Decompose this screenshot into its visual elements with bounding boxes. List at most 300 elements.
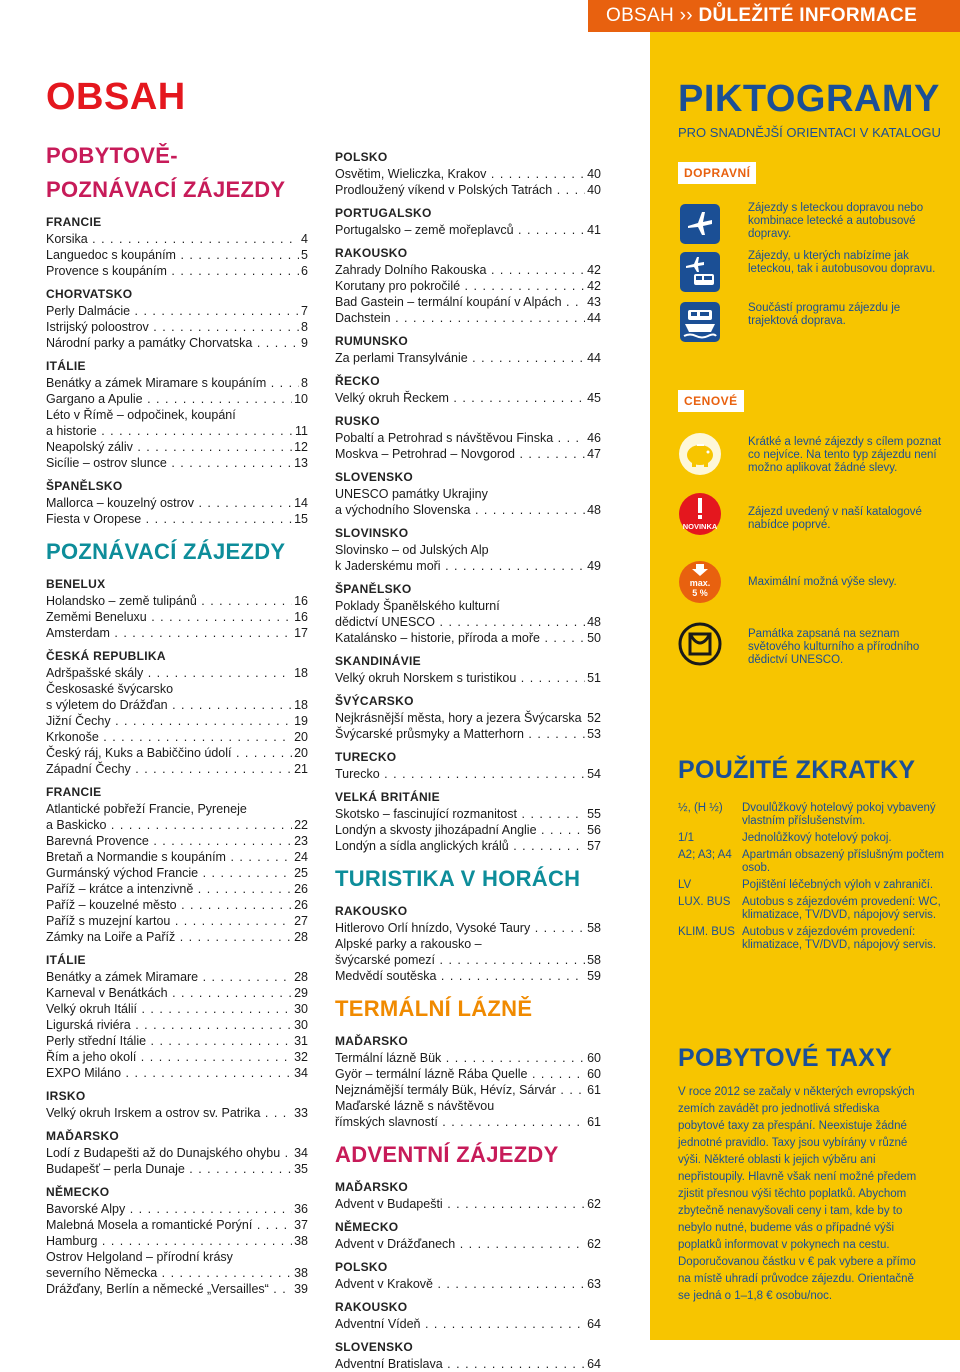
section-heading: TERMÁLNÍ LÁZNĚ [335,996,533,1021]
item-page: 14 [294,496,308,510]
picto-row-novinka [678,492,948,536]
list-item[interactable] [46,391,308,407]
list-item[interactable] [46,439,308,455]
abbr-row [678,926,948,952]
list-item[interactable] [335,446,601,462]
item-page: 46 [587,431,601,445]
picto-row-max [678,560,948,604]
item-page: 8 [301,320,308,334]
list-item[interactable] [335,920,601,936]
list-item[interactable] [335,350,601,366]
label-dopravni [678,162,756,184]
item-page: 53 [587,727,601,741]
list-item[interactable] [335,614,601,630]
item-title: Karneval v Benátkách . . . [46,985,292,1001]
heading-pobytove: POBYTOVĚ-POZNÁVACÍ ZÁJEZDY [46,143,286,202]
item-title: Katalánsko – historie, příroda a moře . . . [335,630,585,646]
picto-row-plane [678,202,948,246]
item-page: 52 [587,711,601,725]
label-cenove [678,390,744,412]
item-title: Bretaň a Normandie s koupáním . . . [46,849,292,865]
section-title: SLOVINSKO [335,526,409,540]
section-heading: POZNÁVACÍ ZÁJEZDY [46,539,286,564]
list-item[interactable] [335,838,601,854]
list-item[interactable] [335,182,601,198]
item-page: 6 [301,264,308,278]
list-item[interactable] [335,278,601,294]
picto-novinka-text: Zájezd uvedený v naší katalogové nabídce poprvé. [748,506,922,531]
item-page: 28 [294,970,308,984]
list-item[interactable] [46,745,308,761]
item-title: Györ – termální lázně Rába Quelle . . . [335,1066,585,1082]
list-item[interactable] [46,985,308,1001]
section-title: RAKOUSKO [335,1300,408,1314]
item-page: 64 [587,1357,601,1371]
item-title: Pobaltí a Petrohrad s návštěvou Finska . . . [335,430,585,446]
list-item[interactable] [335,766,601,782]
list-item[interactable] [46,833,308,849]
contents-title: OBSAH [46,76,186,118]
item-title: Lodí z Budapešti až do Dunajského ohybu . . . [46,1145,292,1161]
item-title: Nejznámější termály Bük, Hévíz, Sárvár . . . [335,1082,585,1098]
max-label-1: max. [689,578,711,588]
item-page: 36 [294,1202,308,1216]
item-page: 9 [301,336,308,350]
item-title: Paříž s muzejní kartou . . . [46,913,292,929]
item-title: dědictví UNESCO . . . [335,614,585,630]
item-line: Alpské parky a rakousko – [335,937,482,951]
item-title: s výletem do Drážďan . . . [46,697,292,713]
item-page: 12 [294,440,308,454]
item-page: 13 [294,456,308,470]
abbr-row [678,879,948,892]
list-item[interactable] [46,1161,308,1177]
list-item[interactable] [46,335,308,351]
item-title: Portugalsko – země mořeplavců . . . [335,222,585,238]
item-page: 20 [294,730,308,744]
item-page: 17 [294,626,308,640]
item-page: 49 [587,559,601,573]
item-title: severního Německa . . . [46,1265,292,1281]
item-page: 57 [587,839,601,853]
item-title: Perly střední Itálie . . . [46,1033,292,1049]
item-title: Švýcarské průsmyky a Matterhorn . . . [335,726,585,742]
item-page: 20 [294,746,308,760]
list-item[interactable] [46,319,308,335]
max-discount-icon [678,560,722,604]
item-title: Malebná Mosela a romantické Porýní . . . [46,1217,292,1233]
item-title: Istrijský poloostrov . . . [46,319,299,335]
item-title: Advent v Drážďanech . . . [335,1236,585,1252]
item-title: Ligurská riviéra . . . [46,1017,292,1033]
item-page: 29 [294,986,308,1000]
item-page: 51 [587,671,601,685]
abbr-row [678,849,948,875]
list-item[interactable] [46,231,308,247]
item-page: 4 [301,232,308,246]
item-page: 62 [587,1237,601,1251]
item-page: 35 [294,1162,308,1176]
item-page: 22 [294,818,308,832]
item-page: 24 [294,850,308,864]
contents-column-1 [46,76,308,1297]
abbr-key: LUX. BUS [678,896,731,908]
item-title: Amsterdam . . . [46,625,292,641]
piggy-bank-icon [678,432,722,476]
item-title: EXPO Miláno . . . [46,1065,292,1081]
list-item[interactable] [46,913,308,929]
list-item[interactable] [335,1114,601,1130]
abbr-key: KLIM. BUS [678,926,735,938]
list-item[interactable] [46,609,308,625]
item-page: 27 [294,914,308,928]
item-line: Maďarské lázně s návštěvou [335,1099,495,1113]
list-item[interactable] [46,969,308,985]
picto-row-unesco [678,622,948,667]
unesco-icon [678,622,722,666]
item-page: 42 [587,263,601,277]
item-title: Paříž – krátce a intenzivně . . . [46,881,292,897]
list-item[interactable] [46,593,308,609]
list-item[interactable] [46,817,308,833]
item-title: Holandsko – země tulipánů . . . [46,593,292,609]
list-item[interactable] [335,294,601,310]
item-title: Budapešť – perla Dunaje . . . [46,1161,292,1177]
item-title: Moskva – Petrohrad – Novgorod . . . [335,446,585,462]
picto-plane-text: Zájezdy s leteckou dopravou nebo kombinace letecké a autobusové dopravy. [748,202,924,240]
section-heading: TURISTIKA V HORÁCH [335,866,581,891]
list-item[interactable] [46,1105,308,1121]
header-tag [588,0,960,32]
list-item[interactable] [335,968,601,984]
ferry-icon [678,300,722,344]
item-title: a historie . . . [46,423,293,439]
item-title: Velký okruh Norskem s turistikou . . . [335,670,585,686]
item-page: 59 [587,969,601,983]
item-title: Adventní Bratislava . . . [335,1356,585,1372]
list-item[interactable] [46,263,308,279]
list-item[interactable] [46,897,308,913]
item-title: Provence s koupáním . . . [46,263,299,279]
section-title: SKANDINÁVIE [335,654,421,668]
list-item[interactable] [335,630,601,646]
item-title: švýcarské pomezí . . . [335,952,585,968]
list-item[interactable] [335,1196,601,1212]
list-item[interactable] [335,1356,601,1372]
item-page: 10 [294,392,308,406]
section-title: NĚMECKO [46,1185,110,1199]
list-item[interactable] [46,665,308,681]
item-page: 16 [294,594,308,608]
item-title: Hamburg . . . [46,1233,292,1249]
list-item[interactable] [46,761,308,777]
item-page: 44 [587,351,601,365]
item-page: 47 [587,447,601,461]
list-item[interactable] [335,1276,601,1292]
item-line: UNESCO památky Ukrajiny [335,487,488,501]
item-page: 42 [587,279,601,293]
item-title: Benátky a zámek Miramare . . . [46,969,292,985]
pictograms-subtitle: PRO SNADNĚJŠÍ ORIENTACI V KATALOGU [678,125,941,140]
item-title: Zeměmi Beneluxu . . . [46,609,292,625]
item-title: Národní parky a památky Chorvatska . . . [46,335,299,351]
list-item[interactable] [46,929,308,945]
list-item[interactable] [46,1033,308,1049]
section-title: POLSKO [335,150,388,164]
list-item[interactable] [46,849,308,865]
contents-column-2 [335,150,601,1372]
section-title: SLOVENSKO [335,1340,414,1354]
item-title: Korutany pro pokročilé . . . [335,278,585,294]
item-page: 8 [301,376,308,390]
list-item[interactable] [335,310,601,326]
item-line: Českosaské švýcarsko [46,682,174,696]
item-page: 32 [294,1050,308,1064]
list-item[interactable] [46,495,308,511]
picto-unesco-text: Památka zapsaná na seznam světového kulturního a přírodního dědictví UNESCO. [748,628,920,666]
taxy-text: V roce 2012 se začaly v některých evropských zemích zavádět pro jednotlivá střediska pobytové taxy za přespání. Neexistuje žádné jednotné pravidlo. Taxy jsou vybírány v různé výši. Některé oblasti k jejich výběru ani nepřistoupily. Hlavně však není možné předem zjistit přesnou výši těchto poplatků. Abychom zbytečně nenavyšovali ceny i tam, kde by to nebylo nutné, budeme vás o případné výši poplatků informovat v pokynech na cestu. Doporučovanou částku v € pak vybere a přímo na místě uhradí průvodce zájezdu. Orientačně se jedná o 1–1,8 € osobu/noc. [678,1086,917,1302]
list-item[interactable] [46,1001,308,1017]
abbr-key: LV [678,879,692,891]
abbr-row [678,832,948,845]
item-page: 40 [587,183,601,197]
plane-icon [678,202,722,246]
list-item[interactable] [46,697,308,713]
item-page: 21 [294,762,308,776]
item-page: 34 [294,1066,308,1080]
header-title: DŮLEŽITÉ INFORMACE [698,5,918,26]
list-item[interactable] [335,166,601,182]
abbr-key: ½, (H ½) [678,802,723,814]
item-title: k Jaderskému moři . . . [335,558,585,574]
zkratky-title: POUŽITÉ ZKRATKY [678,756,916,784]
abbr-value: Dvoulůžkový hotelový pokoj vybavený vlastním příslušenstvím. [742,802,936,827]
list-item[interactable] [46,1017,308,1033]
item-title: Za perlami Transylvánie . . . [335,350,585,366]
item-title: Fiesta v Oropese . . . [46,511,292,527]
list-item[interactable] [46,1065,308,1081]
list-item[interactable] [335,222,601,238]
item-page: 15 [294,512,308,526]
picto-row-ferry [678,300,948,344]
item-title: Nejkrásnější města, hory a jezera Švýcarska . . . [335,710,585,726]
item-page: 55 [587,807,601,821]
item-title: Gurmánský východ Francie . . . [46,865,292,881]
list-item[interactable] [335,1316,601,1332]
item-title: Osvětim, Wieliczka, Krakov . . . [335,166,585,182]
list-item[interactable] [335,952,601,968]
item-title: Bavorské Alpy . . . [46,1201,292,1217]
item-page: 28 [294,930,308,944]
item-page: 60 [587,1067,601,1081]
item-title: Prodloužený víkend v Polských Tatrách . . . [335,182,585,198]
item-title: Krkonoše . . . [46,729,292,745]
list-item[interactable] [46,1217,308,1233]
novinka-icon [678,492,722,536]
item-title: Advent v Budapešti . . . [335,1196,585,1212]
item-line: Ostrov Helgoland – přírodní krásy [46,1250,233,1264]
list-item[interactable] [335,710,601,726]
list-item[interactable] [46,1265,308,1281]
section-title: BENELUX [46,577,106,591]
list-item[interactable] [46,1145,308,1161]
item-title: Velký okruh Řeckem . . . [335,390,585,406]
zkratky-list [678,802,948,956]
item-title: Český ráj, Kuks a Babiččino údolí . . . [46,745,292,761]
item-title: Gargano a Apulie . . . [46,391,292,407]
item-page: 37 [294,1218,308,1232]
section-title: ŠPANĚLSKO [46,479,123,493]
list-item[interactable] [335,1050,601,1066]
item-title: Turecko . . . [335,766,585,782]
item-title: Benátky a zámek Miramare s koupáním . . . [46,375,299,391]
list-item[interactable] [335,430,601,446]
item-title: Adventní Vídeň . . . [335,1316,585,1332]
list-item[interactable] [46,423,308,439]
item-title: Korsika . . . [46,231,299,247]
item-title: Adršpašské skály . . . [46,665,292,681]
item-title: Barevná Provence . . . [46,833,292,849]
item-page: 40 [587,167,601,181]
item-title: Paříž – kouzelné město . . . [46,897,292,913]
section-title: FRANCIE [46,785,102,799]
list-item[interactable] [335,390,601,406]
section-title: SLOVENSKO [335,470,414,484]
section-title: MAĎARSKO [46,1129,120,1143]
item-page: 26 [294,898,308,912]
list-item[interactable] [335,670,601,686]
list-item[interactable] [335,262,601,278]
item-page: 18 [294,698,308,712]
plane-bus-icon [678,250,722,294]
item-page: 30 [294,1018,308,1032]
list-item[interactable] [335,502,601,518]
item-page: 63 [587,1277,601,1291]
item-title: Mallorca – kouzelný ostrov . . . [46,495,292,511]
item-page: 48 [587,615,601,629]
abbr-value: Apartmán obsazený příslušným počtem osob. [742,849,944,874]
item-page: 50 [587,631,601,645]
picto-row-planebus [678,250,948,294]
section-title: NĚMECKO [335,1220,399,1234]
abbr-row [678,802,948,828]
list-item[interactable] [46,1201,308,1217]
section-title: RUMUNSKO [335,334,409,348]
item-line: Poklady Španělského kulturní [335,599,500,613]
list-item[interactable] [46,881,308,897]
novinka-label: NOVINKA [682,522,718,531]
list-item[interactable] [335,1082,601,1098]
section-title: IRSKO [46,1089,86,1103]
item-page: 43 [587,295,601,309]
abbr-key: 1/1 [678,832,694,844]
list-item[interactable] [335,822,601,838]
picto-ferry-text: Součástí programu zájezdu je trajektová doprava. [748,302,901,327]
list-item[interactable] [335,806,601,822]
item-line: Slovinsko – od Julských Alp [335,543,489,557]
abbr-value: Autobus s zájezdovém provedení: WC, klimatizace, TV/DVD, nápojový servis. [742,896,941,921]
list-item[interactable] [46,713,308,729]
item-page: 54 [587,767,601,781]
abbr-value: Jednolůžkový hotelový pokoj. [742,832,892,844]
pictograms-panel [650,32,960,1340]
item-title: Západní Čechy . . . [46,761,292,777]
item-line: Atlantické pobřeží Francie, Pyreneje [46,802,247,816]
item-title: a Baskicko . . . [46,817,292,833]
max-label-2: 5 % [692,588,708,598]
list-item[interactable] [335,558,601,574]
item-title: Languedoc s koupáním . . . [46,247,299,263]
section-title: MAĎARSKO [335,1034,409,1048]
item-page: 56 [587,823,601,837]
item-title: Dachstein . . . [335,310,585,326]
item-title: Londýn a skvosty jihozápadní Anglie . . . [335,822,585,838]
item-title: Jižní Čechy . . . [46,713,292,729]
section-title: RAKOUSKO [335,904,408,918]
list-item[interactable] [335,726,601,742]
list-item[interactable] [46,303,308,319]
section-title: ŘECKO [335,374,380,388]
list-item[interactable] [46,455,308,471]
top-bar [0,0,960,32]
item-title: Neapolský záliv . . . [46,439,292,455]
item-page: 11 [295,424,308,438]
section-title: CHORVATSKO [46,287,133,301]
list-item[interactable] [335,1066,601,1082]
list-item[interactable] [46,1049,308,1065]
list-item[interactable] [46,247,308,263]
list-item[interactable] [46,865,308,881]
item-title: Termální lázně Bük . . . [335,1050,585,1066]
picto-row-pig [678,432,948,476]
section-title: ŠPANĚLSKO [335,582,412,596]
section-title: RAKOUSKO [335,246,408,260]
item-page: 7 [301,304,308,318]
item-title: Medvědí soutěska . . . [335,968,585,984]
item-page: 44 [587,311,601,325]
item-page: 26 [294,882,308,896]
item-page: 18 [294,666,308,680]
list-item[interactable] [46,729,308,745]
item-line: Léto v Římě – odpočinek, koupání [46,408,236,422]
list-item[interactable] [46,375,308,391]
list-item[interactable] [335,1236,601,1252]
item-page: 5 [301,248,308,262]
section-title: ITÁLIE [46,953,86,967]
item-page: 19 [294,714,308,728]
item-title: Skotsko – fascinující rozmanitost . . . [335,806,585,822]
item-page: 31 [294,1034,308,1048]
item-title: Zámky na Loiře a Paříž . . . [46,929,292,945]
item-title: a východního Slovenska . . . [335,502,585,518]
item-page: 39 [294,1282,308,1296]
item-page: 48 [587,503,601,517]
section-title: ITÁLIE [46,359,86,373]
item-title: Perly Dalmácie . . . [46,303,299,319]
item-title: Velký okruh Itálií . . . [46,1001,292,1017]
item-title: Bad Gastein – termální koupání v Alpách . . . [335,294,585,310]
item-title: římských slavností . . . [335,1114,585,1130]
list-item[interactable] [46,1233,308,1249]
pictograms-title: PIKTOGRAMY [678,78,940,120]
list-item[interactable] [46,511,308,527]
picto-max-text: Maximální možná výše slevy. [748,576,897,588]
list-item[interactable] [46,1281,308,1297]
item-page: 61 [587,1115,601,1129]
list-item[interactable] [46,625,308,641]
section-title: VELKÁ BRITÁNIE [335,790,440,804]
section-title: ČESKÁ REPUBLIKA [46,649,166,663]
